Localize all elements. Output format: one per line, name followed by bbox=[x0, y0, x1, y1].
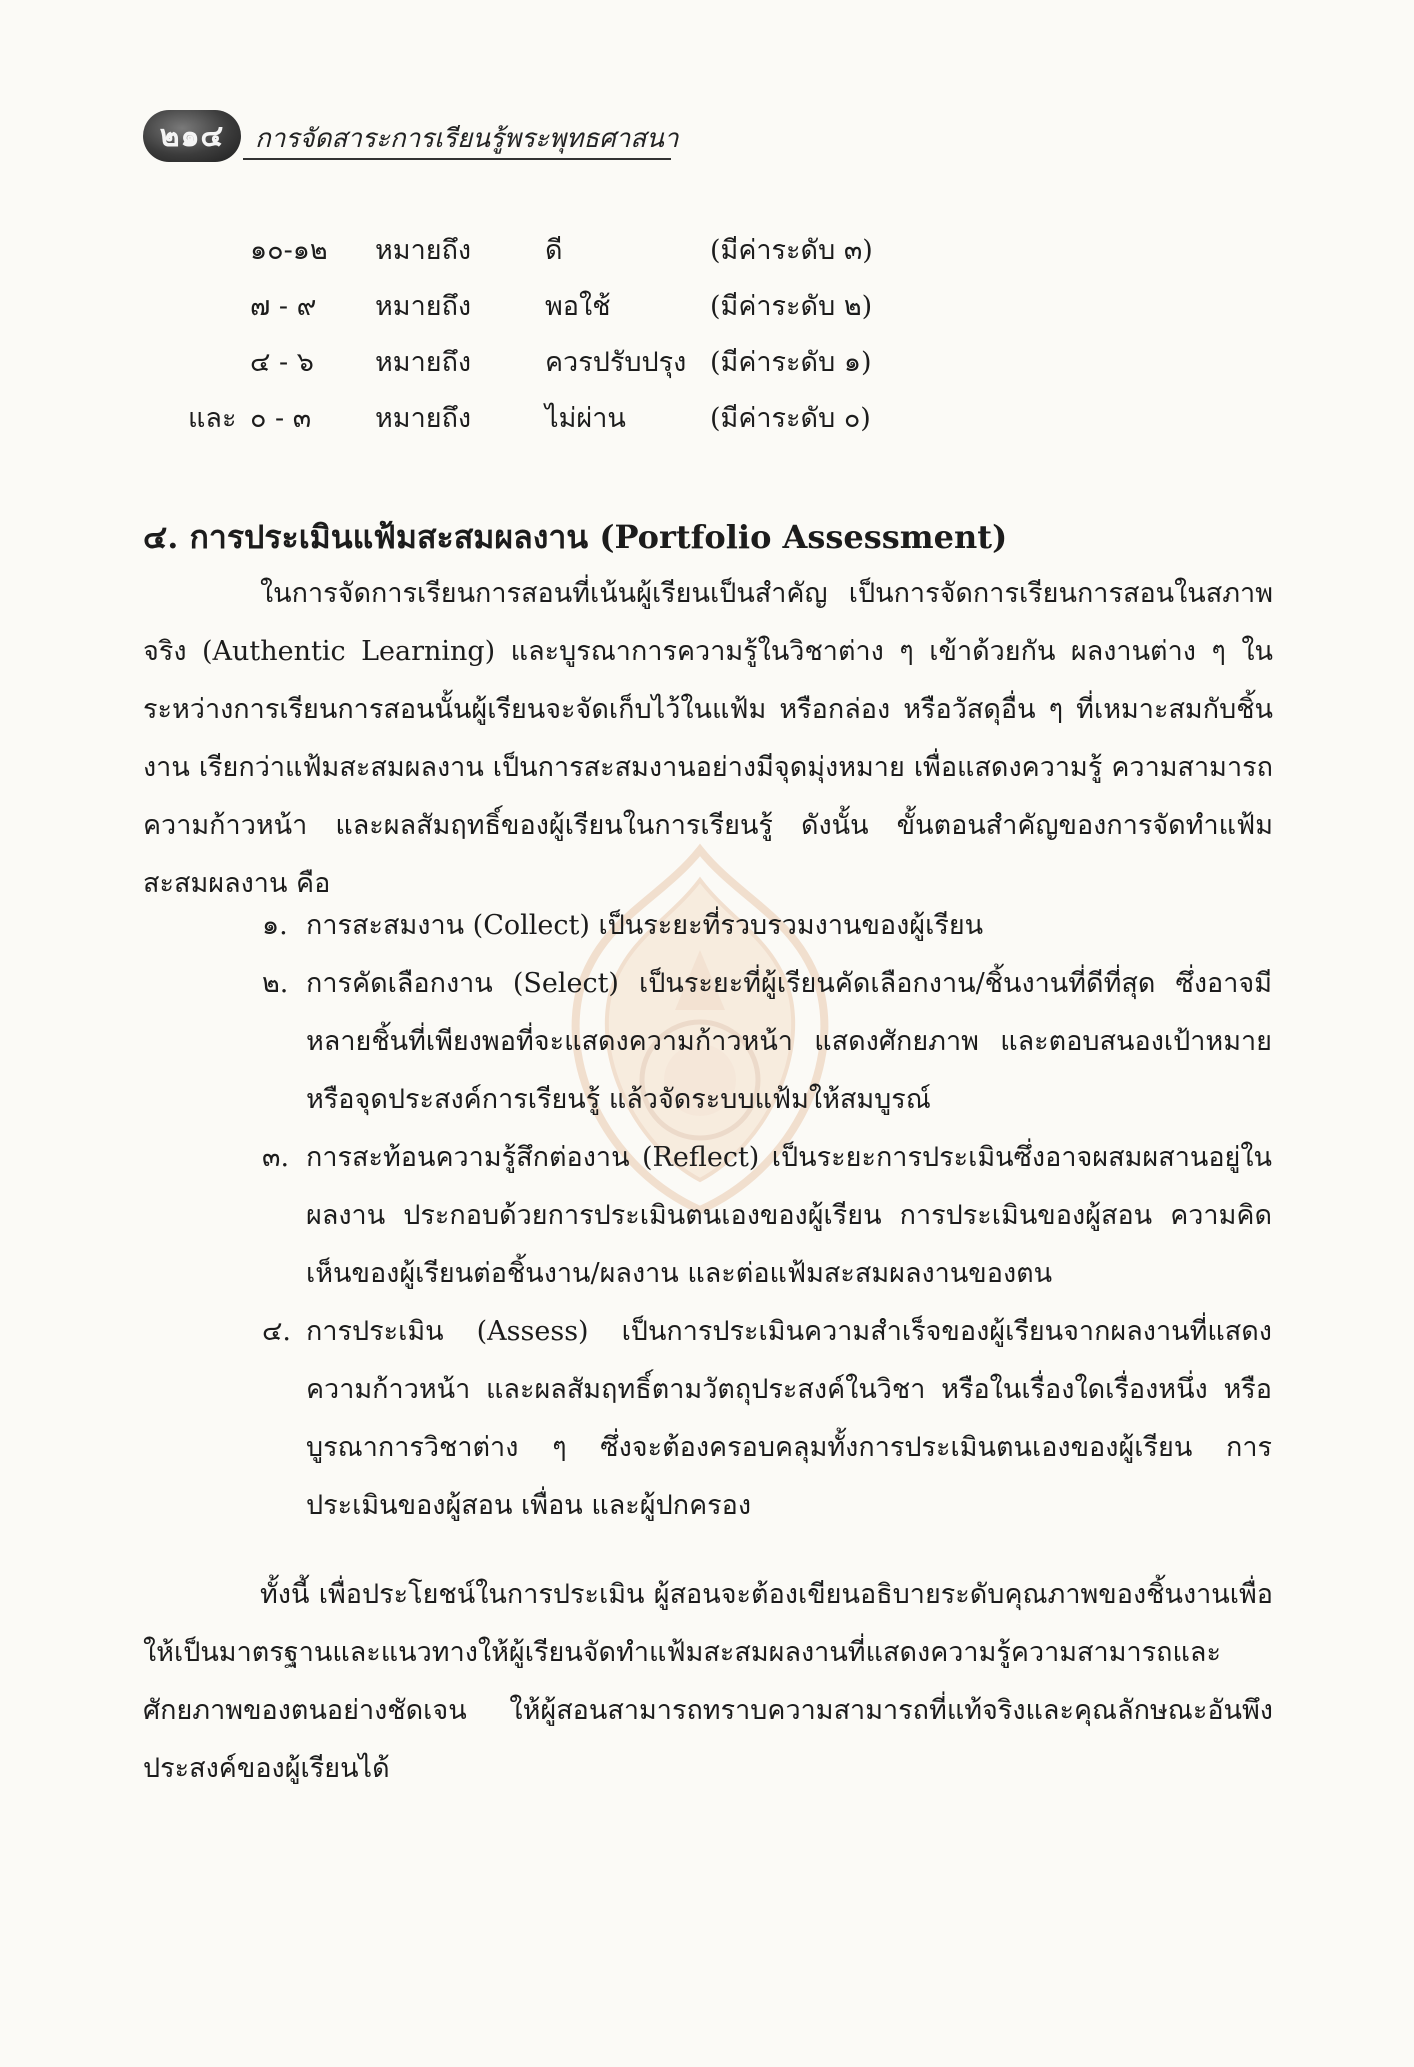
meaning-label: หมายถึง bbox=[375, 403, 472, 434]
level-value: (มีค่าระดับ ๒) bbox=[710, 291, 873, 322]
score-range: ๑๐-๑๒ bbox=[250, 235, 328, 266]
header-rule bbox=[243, 158, 671, 160]
list-item bbox=[262, 955, 1272, 1129]
quality-level: ดี bbox=[545, 235, 563, 266]
quality-level: พอใช้ bbox=[545, 291, 611, 322]
step-number: ๑. bbox=[262, 910, 288, 941]
level-value: (มีค่าระดับ ๑) bbox=[710, 347, 872, 378]
section-heading: ๔. การประเมินแฟ้มสะสมผลงาน (Portfolio Assessment) bbox=[143, 518, 1008, 556]
page-number-badge: ๒๑๔ bbox=[143, 110, 241, 162]
step-text: การสะสมงาน (Collect) เป็นระยะที่รวบรวมงานของผู้เรียน bbox=[306, 910, 984, 941]
step-text: การประเมิน (Assess) เป็นการประเมินความสำเร็จของผู้เรียนจากผลงานที่แสดงความก้าวหน้า และผลสัมฤทธิ์ตามวัตถุประสงค์ในวิชา หรือในเรื่องใดเรื่องหนึ่ง หรือบูรณาการวิชาต่าง ๆ ซึ่งจะต้องครอบคลุมทั้งการประเมินตนเองของผู้เรียน การประเมินของผู้สอน เพื่อน และผู้ปกครอง bbox=[306, 1316, 1272, 1521]
row-prefix: และ bbox=[188, 403, 237, 434]
score-range: ๔ - ๖ bbox=[250, 347, 314, 378]
score-range: ๗ - ๙ bbox=[250, 291, 317, 322]
intro-paragraph: ในการจัดการเรียนการสอนที่เน้นผู้เรียนเป็นสำคัญ เป็นการจัดการเรียนการสอนในสภาพจริง (Authentic Learning) และบูรณาการความรู้ในวิชาต่าง ๆ เข้าด้วยกัน ผลงานต่าง ๆ ในระหว่างการเรียนการสอนนั้นผู้เรียนจะจัดเก็บไว้ในแฟ้ม หรือกล่อง หรือวัสดุอื่น ๆ ที่เหมาะสมกับชิ้นงาน เรียกว่าแฟ้มสะสมผลงาน เป็นการสะสมงานอย่างมีจุดมุ่งหมาย เพื่อแสดงความรู้ ความสามารถ ความก้าวหน้า และผลสัมฤทธิ์ของผู้เรียนในการเรียนรู้ ดังนั้น ขั้นตอนสำคัญของการจัดทำแฟ้มสะสมผลงาน คือ bbox=[143, 578, 1273, 899]
step-number: ๒. bbox=[262, 968, 289, 999]
score-range: ๐ - ๓ bbox=[250, 403, 312, 434]
list-item bbox=[262, 1303, 1272, 1535]
step-text: การสะท้อนความรู้สึกต่องาน (Reflect) เป็นระยะการประเมินซึ่งอาจผสมผสานอยู่ในผลงาน ประกอบด้วยการประเมินตนเองของผู้เรียน การประเมินของผู้สอน ความคิดเห็นของผู้เรียนต่อชิ้นงาน/ผลงาน และต่อแฟ้มสะสมผลงานของตน bbox=[306, 1142, 1272, 1289]
page-header bbox=[143, 108, 679, 164]
step-list bbox=[262, 897, 1272, 1535]
list-item bbox=[262, 897, 1272, 955]
meaning-label: หมายถึง bbox=[375, 291, 472, 322]
level-value: (มีค่าระดับ ๐) bbox=[710, 403, 871, 434]
level-value: (มีค่าระดับ ๓) bbox=[710, 235, 873, 266]
running-title: การจัดสาระการเรียนรู้พระพุทธศาสนา bbox=[255, 124, 679, 154]
meaning-label: หมายถึง bbox=[375, 235, 472, 266]
step-number: ๓. bbox=[262, 1142, 290, 1173]
meaning-label: หมายถึง bbox=[375, 347, 472, 378]
step-number: ๔. bbox=[262, 1316, 292, 1347]
closing-paragraph: ทั้งนี้ เพื่อประโยชน์ในการประเมิน ผู้สอนจะต้องเขียนอธิบายระดับคุณภาพของชิ้นงานเพื่อให้เป็นมาตรฐานและแนวทางให้ผู้เรียนจัดทำแฟ้มสะสมผลงานที่แสดงความรู้ความสามารถและศักยภาพของตนอย่างชัดเจน ให้ผู้สอนสามารถทราบความสามารถที่แท้จริงและคุณลักษณะอันพึงประสงค์ของผู้เรียนได้ bbox=[143, 1579, 1273, 1784]
step-text: การคัดเลือกงาน (Select) เป็นระยะที่ผู้เรียนคัดเลือกงาน/ชิ้นงานที่ดีที่สุด ซึ่งอาจมีหลายชิ้นที่เพียงพอที่จะแสดงความก้าวหน้า แสดงศักยภาพ และตอบสนองเป้าหมายหรือจุดประสงค์การเรียนรู้ แล้วจัดระบบแฟ้มให้สมบูรณ์ bbox=[306, 968, 1272, 1115]
list-item bbox=[262, 1129, 1272, 1303]
quality-level: ไม่ผ่าน bbox=[545, 403, 626, 434]
quality-level: ควรปรับปรุง bbox=[545, 347, 687, 378]
